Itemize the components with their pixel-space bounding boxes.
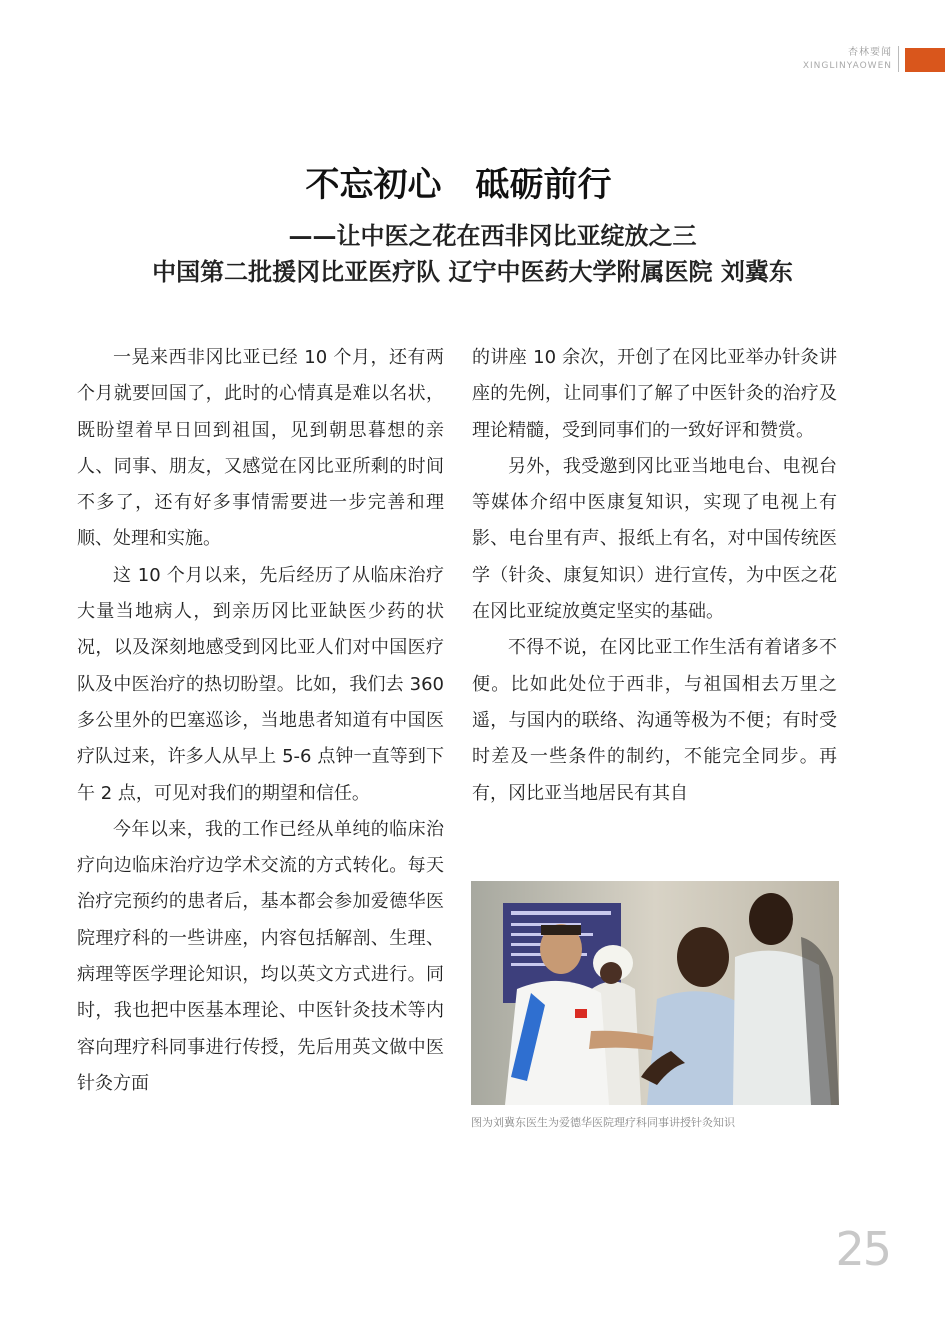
paragraph: 今年以来，我的工作已经从单纯的临床治疗向边临床治疗边学术交流的方式转化。每天治疗完预约的患者后，基本都会参加爱德华医院理疗科的一些讲座，内容包括解剖、生理、病理等医学理论知识，均以英文方式进行。同时，我也把中医基本理论、中医针灸技术等内容向理疗科同事进行传授，先后用英文做中医针灸方面: [77, 818, 444, 1094]
right-column: [472, 340, 837, 812]
paragraph: 另外，我受邀到冈比亚当地电台、电视台等媒体介绍中医康复知识，实现了电视上有影、电台里有声、报纸上有名，对中国传统医学（针灸、康复知识）进行宣传，为中医之花在冈比亚绽放奠定坚实的基础。: [472, 455, 837, 623]
author-byline: 中国第二批援冈比亚医疗队 辽宁中医药大学附属医院 刘冀东: [152, 257, 793, 286]
section-header: [803, 46, 899, 72]
section-name-en: XINGLINYAOWEN: [802, 61, 892, 71]
section-name-cn: 杏林要闻: [848, 47, 892, 58]
paragraph: 不得不说，在冈比亚工作生活有着诸多不便。比如此处位于西非，与祖国相去万里之遥，与国内的联络、沟通等极为不便；有时受时差及一些条件的制约，不能完全同步。再有，冈比亚当地居民有其自: [472, 637, 837, 804]
paragraph: 一晃来西非冈比亚已经 10 个月，还有两个月就要回国了，此时的心情真是难以名状，既盼望着早日回到祖国，见到朝思暮想的亲人、同事、朋友，又感觉在冈比亚所剩的时间不多了，还有好多事情需要进一步完善和理顺、处理和实施。: [77, 347, 444, 550]
article-subtitle: [0, 218, 945, 290]
photo-illustration: [471, 881, 839, 1105]
article-title: 不忘初心 砥砺前行: [305, 165, 612, 205]
photo-caption: 图为刘冀东医生为爱德华医院理疗科同事讲授针灸知识: [471, 1116, 735, 1129]
article-photo: [471, 881, 839, 1105]
left-column: [77, 340, 444, 1102]
paragraph-continuation: 的讲座 10 余次，开创了在冈比亚举办针灸讲座的先例，让同事们了解了中医针灸的治疗及理论精髓，受到同事们的一致好评和赞赏。: [472, 347, 837, 441]
paragraph: 这 10 个月以来，先后经历了从临床治疗大量当地病人，到亲历冈比亚缺医少药的状况，以及深刻地感受到冈比亚人们对中国医疗队及中医治疗的热切盼望。比如，我们去 360 多公里外的巴塞巡诊，当地患者知道有中国医疗队过来，许多人从早上 5-6 点钟一直等到下午 2 点，可见对我们的期望和信任。: [77, 564, 444, 804]
page-number: 25: [835, 1222, 890, 1276]
subtitle-line-1: ——让中医之花在西非冈比亚绽放之三: [288, 221, 697, 250]
section-accent-bar: [905, 48, 945, 72]
